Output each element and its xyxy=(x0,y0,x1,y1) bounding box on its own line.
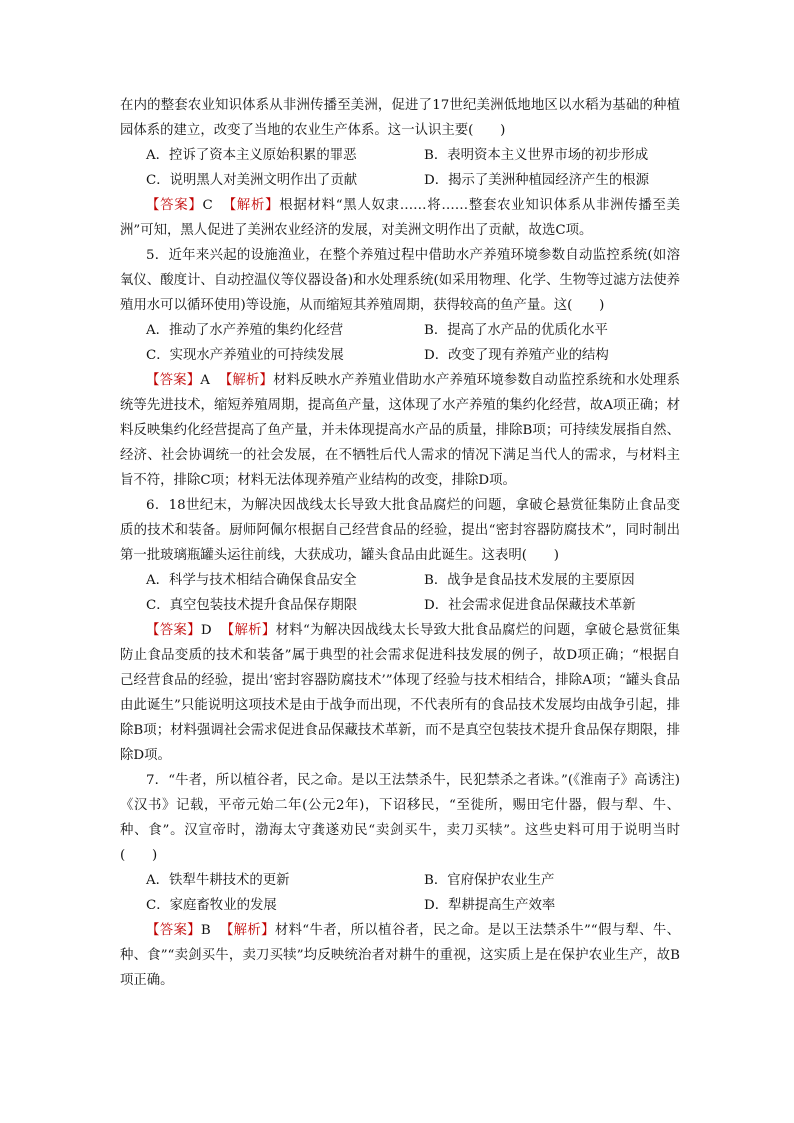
q5-options-row-2 xyxy=(120,343,680,368)
q5-analysis-text: 材料反映水产养殖业借助水产养殖环境参数自动监控系统和水处理系统等先进技术，缩短养殖周期，提高鱼产量，这体现了水产养殖的集约化经营，故A项正确；材料反映集约化经营提高了鱼产量，并未体现提高水产品的质量，排除B项；可持续发展指自然、经济、社会协调统一的社会发展，在不牺牲后代人需求的情况下满足当代人的需求，与材料主旨不符，排除C项；材料无法体现养殖产业结构的改变，排除D项。 xyxy=(120,373,681,488)
q5-option-d: D．改变了现有养殖产业的结构 xyxy=(424,348,609,363)
q4-analysis-label: 【解析】 xyxy=(222,198,280,213)
q6-options-row-2 xyxy=(120,593,680,618)
q7-answer-label: 【答案】 xyxy=(146,923,201,938)
q7-options-row-2 xyxy=(120,893,680,918)
q7-option-c: C．家庭畜牧业的发展 xyxy=(146,898,277,913)
q7-option-d: D．犁耕提高生产效率 xyxy=(424,898,556,913)
q7-answer-value: B xyxy=(200,923,211,938)
q7-options-row-1 xyxy=(120,868,680,893)
q5-option-c: C．实现水产养殖业的可持续发展 xyxy=(146,348,344,363)
q6-option-c: C．真空包装技术提升食品保存期限 xyxy=(146,598,358,613)
q4-options-row-2 xyxy=(120,168,680,193)
q4-options-row-1 xyxy=(120,143,680,168)
q7-answer xyxy=(120,918,680,993)
q7-analysis-label: 【解析】 xyxy=(219,923,275,938)
q4-analysis-text: 根据材料“黑人奴隶……将……整套农业知识体系从非洲传播至美洲”可知，黑人促进了美洲农业经济的发展，对美洲文明作出了贡献，故选C项。 xyxy=(120,198,681,238)
q4-option-b: B．表明资本主义世界市场的初步形成 xyxy=(424,148,649,163)
q7-option-b: B．官府保护农业生产 xyxy=(424,873,555,888)
q6-answer-label: 【答案】 xyxy=(146,623,201,638)
q4-stem: 在内的整套农业知识体系从非洲传播至美洲，促进了17世纪美洲低地地区以水稻为基础的种植园体系的建立，改变了当地的农业生产体系。这一认识主要( ) xyxy=(120,98,680,138)
q7-stem: 7．“牛者，所以植谷者，民之命。是以王法禁杀牛，民犯禁杀之者诛。”(《淮南子》高诱注)《汉书》记载，平帝元始二年(公元2年)，下诏移民，“至徙所，赐田宅什器，假与犁、牛、种、食”。汉宣帝时，渤海太守龚遂劝民“卖剑买牛，卖刀买犊”。这些史料可用于说明当时( ) xyxy=(120,773,680,863)
q5-answer-label: 【答案】 xyxy=(146,373,201,388)
q6-analysis-label: 【解析】 xyxy=(220,623,276,638)
document-content xyxy=(120,93,680,993)
q5-options-row-1 xyxy=(120,318,680,343)
q7-analysis-text: 材料“牛者，所以植谷者，民之命。是以王法禁杀牛”“假与犁、牛、种、食”“卖剑买牛，卖刀买犊”均反映统治者对耕牛的重视，这实质上是在保护农业生产，故B项正确。 xyxy=(120,923,681,988)
q5-analysis-label: 【解析】 xyxy=(218,373,274,388)
q6-options-row-1 xyxy=(120,568,680,593)
q6-answer xyxy=(120,618,680,768)
q5-option-b: B．提高了水产品的优质化水平 xyxy=(424,323,608,338)
q6-option-a: A．科学与技术相结合确保食品安全 xyxy=(146,573,357,588)
q6-stem: 6．18世纪末，为解决因战线太长导致大批食品腐烂的问题，拿破仑悬赏征集防止食品变质的技术和装备。厨师阿佩尔根据自己经营食品的经验，提出“密封容器防腐技术”，同时制出第一批玻璃瓶罐头运往前线，大获成功，罐头食品由此诞生。这表明( ) xyxy=(120,498,680,563)
q4-option-d: D．揭示了美洲种植园经济产生的根源 xyxy=(424,173,649,188)
q4-option-c: C．说明黑人对美洲文明作出了贡献 xyxy=(146,173,358,188)
q6-option-b: B．战争是食品技术发展的主要原因 xyxy=(424,573,635,588)
q7-option-a: A．铁犁牛耕技术的更新 xyxy=(146,873,290,888)
q4-answer xyxy=(120,193,680,243)
q4-answer-value: C xyxy=(202,198,213,213)
q4-answer-label: 【答案】 xyxy=(146,198,203,213)
q4-option-a: A．控诉了资本主义原始积累的罪恶 xyxy=(146,148,357,163)
q6-answer-value: D xyxy=(200,623,212,638)
q6-analysis-text: 材料“为解决因战线太长导致大批食品腐烂的问题，拿破仑悬赏征集防止食品变质的技术和装备”属于典型的社会需求促进科技发展的例子，故D项正确；“根据自己经营食品的经验，提出‘密封容器防腐技术’”体现了经验与技术相结合，排除A项；“罐头食品由此诞生”只能说明这项技术是由于战争而出现，不代表所有的食品技术发展均由战争引起，排除B项；材料强调社会需求促进食品保藏技术革新，而不是真空包装技术提升食品保存期限，排除D项。 xyxy=(120,623,681,763)
q6-option-d: D．社会需求促进食品保藏技术革新 xyxy=(424,598,636,613)
q5-stem: 5．近年来兴起的设施渔业，在整个养殖过程中借助水产养殖环境参数自动监控系统(如溶氧仪、酸度计、自动控温仪等仪器设备)和水处理系统(如采用物理、化学、生物等过滤方法使养殖用水可以循环使用)等设施，从而缩短其养殖周期，获得较高的鱼产量。这( ) xyxy=(120,248,680,313)
q5-answer xyxy=(120,368,680,493)
q5-option-a: A．推动了水产养殖的集约化经营 xyxy=(146,323,344,338)
q5-answer-value: A xyxy=(200,373,210,388)
